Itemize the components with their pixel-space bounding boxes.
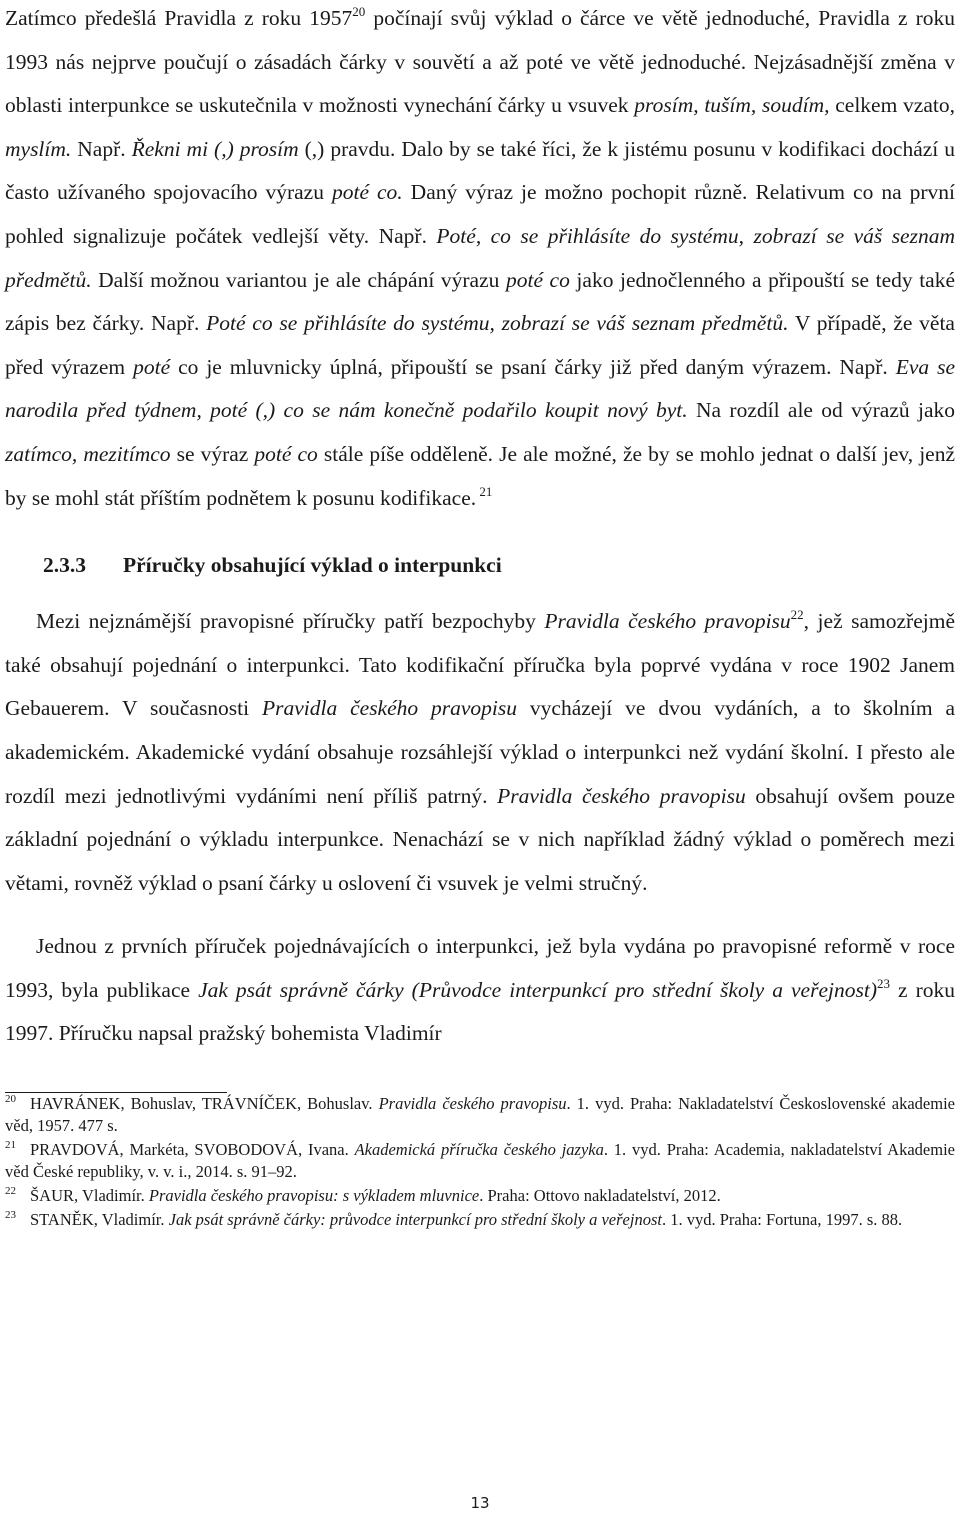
footnote-22 <box>5 1185 955 1207</box>
italic-text: poté co <box>505 267 570 292</box>
text-span: stále píše odděleně. Je ale možné, že by se mohlo jednat o další jev, jenž by se mohl stát příštím podnětem k posunu kodifikace. <box>5 441 956 510</box>
text-span: . 1. vyd. Praha: Academia, nakladatelství Akademie věd České republiky, v. v. i., 2014. s. 91–92. <box>5 1140 955 1182</box>
footnote-number: 20 <box>5 1093 16 1106</box>
page-number: 13 <box>470 1494 490 1512</box>
footnote-number: 23 <box>5 1209 16 1222</box>
section-heading <box>43 550 955 580</box>
italic-text: Pravidla českého pravopisu <box>261 696 518 721</box>
text-span: STANĚK, Vladimír. <box>30 1210 169 1230</box>
text-span: (,) pravdu. Dalo by se také říci, že k jistému posunu v kodifikaci dochází u často užívaného spojovacího výrazu <box>5 136 955 205</box>
paragraph-comma-rules <box>5 0 955 520</box>
footnote-title: Jak psát správně čárky: průvodce interpunkcí pro střední školy a veřejnost <box>168 1210 662 1230</box>
text-span: Další možnou variantou je ale chápání výrazu <box>91 267 506 292</box>
text-span: V případě, že věta před výrazem <box>5 311 955 379</box>
footnote-title: Pravidla českého pravopisu <box>378 1094 567 1114</box>
text-span: . 1. vyd. Praha: Nakladatelství Československé akademie věd, 1957. 477 s. <box>5 1094 955 1136</box>
text-span: PRAVDOVÁ, Markéta, SVOBODOVÁ, Ivana. <box>30 1140 355 1160</box>
footnote-ref-22[interactable]: 22 <box>790 607 804 623</box>
text-span: Daný výraz je možno pochopit různě. Relativum co na první pohled signalizuje počátek vedlejší věty. Např. <box>5 180 956 248</box>
paragraph-handbooks <box>5 600 955 905</box>
footnote-ref-20[interactable]: 20 <box>352 4 366 19</box>
document-page <box>5 0 955 1231</box>
footnotes <box>5 1093 955 1231</box>
footnote-ref-21[interactable]: 21 <box>476 483 493 499</box>
text-span: . 1. vyd. Praha: Fortuna, 1997. s. 88. <box>661 1210 903 1230</box>
section-title: Příručky obsahující výklad o interpunkci <box>123 553 502 578</box>
text-span: , jež samozřejmě také obsahují pojednání o interpunkci. Tato kodifikační příručka byla poprvé vydána v roce 1902 Janem Gebauerem. V současnosti <box>5 609 955 721</box>
italic-text: Eva se narodila před týdnem, poté (,) co se nám konečně podařilo koupit nový byt. <box>5 354 955 423</box>
text-span: co je mluvnicky úplná, připouští se psaní čárky již před daným výrazem. Např. <box>170 354 896 379</box>
text-span: jako jednočlenného a připouští se tedy také zápis bez čárky. Např. <box>5 267 956 336</box>
text-span: Např. <box>71 136 132 161</box>
italic-text: Poté co se přihlásíte do systému, zobrazí se váš seznam předmětů. <box>206 311 789 336</box>
italic-text: poté co <box>254 441 318 466</box>
text-span: vycházejí ve dvou vydáních, a to školním a akademickém. Akademické vydání obsahuje rozsáhlejší výklad o interpunkci než vydání školní. I přesto ale rozdíl mezi jednotlivými vydáními není příliš patrný. <box>5 696 956 808</box>
footnote-23 <box>5 1209 955 1231</box>
italic-text: Řekni mi (,) prosím <box>131 136 299 161</box>
italic-text: myslím. <box>5 136 72 161</box>
italic-text: poté co. <box>331 180 403 205</box>
text-span: celkem vzato, <box>829 93 955 118</box>
italic-text: poté <box>133 354 171 379</box>
text-span: . Praha: Ottovo nakladatelství, 2012. <box>479 1186 721 1206</box>
text-span: Mezi nejznámější pravopisné příručky patří bezpochyby <box>36 609 545 634</box>
text-span: se výraz <box>170 441 255 466</box>
text-span: ŠAUR, Vladimír. <box>30 1186 149 1206</box>
text-span: Jednou z prvních příruček pojednávajících o interpunkci, jež byla vydána po pravopisné reformě v roce 1993, byla publikace <box>5 934 955 1002</box>
footnote-title: Akademická příručka českého jazyka <box>354 1140 604 1160</box>
footnote-ref-23[interactable]: 23 <box>876 975 890 991</box>
italic-text: Pravidla českého pravopisu <box>497 783 746 808</box>
text-span: obsahují ovšem pouze základní pojednání o výkladu interpunkce. Nenachází se v nich například žádný výklad o poměrech mezi větami, rovněž výklad o psaní čárky u oslovení či vsuvek je velmi stručný. <box>5 783 956 895</box>
section-number: 2.3.3 <box>43 553 86 578</box>
paragraph-first-handbook <box>5 925 955 1056</box>
footnote-20 <box>5 1093 955 1137</box>
text-span: HAVRÁNEK, Bohuslav, TRÁVNÍČEK, Bohuslav. <box>30 1094 379 1114</box>
italic-text: prosím, tuším, soudím, <box>634 93 830 118</box>
footnote-21 <box>5 1139 955 1183</box>
italic-text: Jak psát správně čárky (Průvodce interpunkcí pro střední školy a veřejnost) <box>198 977 877 1002</box>
text-span: Zatímco předešlá Pravidla z roku 1957 <box>5 6 353 30</box>
italic-text: Poté, co se přihlásíte do systému, zobrazí se váš seznam předmětů. <box>5 223 955 292</box>
footnote-number: 22 <box>5 1185 16 1198</box>
italic-text: zatímco, mezitímco <box>5 441 171 466</box>
text-span: z roku 1997. Příručku napsal pražský bohemista Vladimír <box>5 977 955 1046</box>
text-span: Na rozdíl ale od výrazů jako <box>687 398 956 423</box>
italic-text: Pravidla českého pravopisu <box>544 609 791 634</box>
text-span: počínají svůj výklad o čárce ve větě jednoduché, Pravidla z roku 1993 nás nejprve poučují o zásadách čárky v souvětí a až poté ve větě jednoduché. Nejzásadnější změna v oblasti interpunkce se uskutečnila v možnosti vynechání čárky u vsuvek <box>5 6 955 118</box>
footnote-title: Pravidla českého pravopisu: s výkladem mluvnice <box>148 1186 480 1206</box>
footnote-number: 21 <box>5 1139 16 1152</box>
